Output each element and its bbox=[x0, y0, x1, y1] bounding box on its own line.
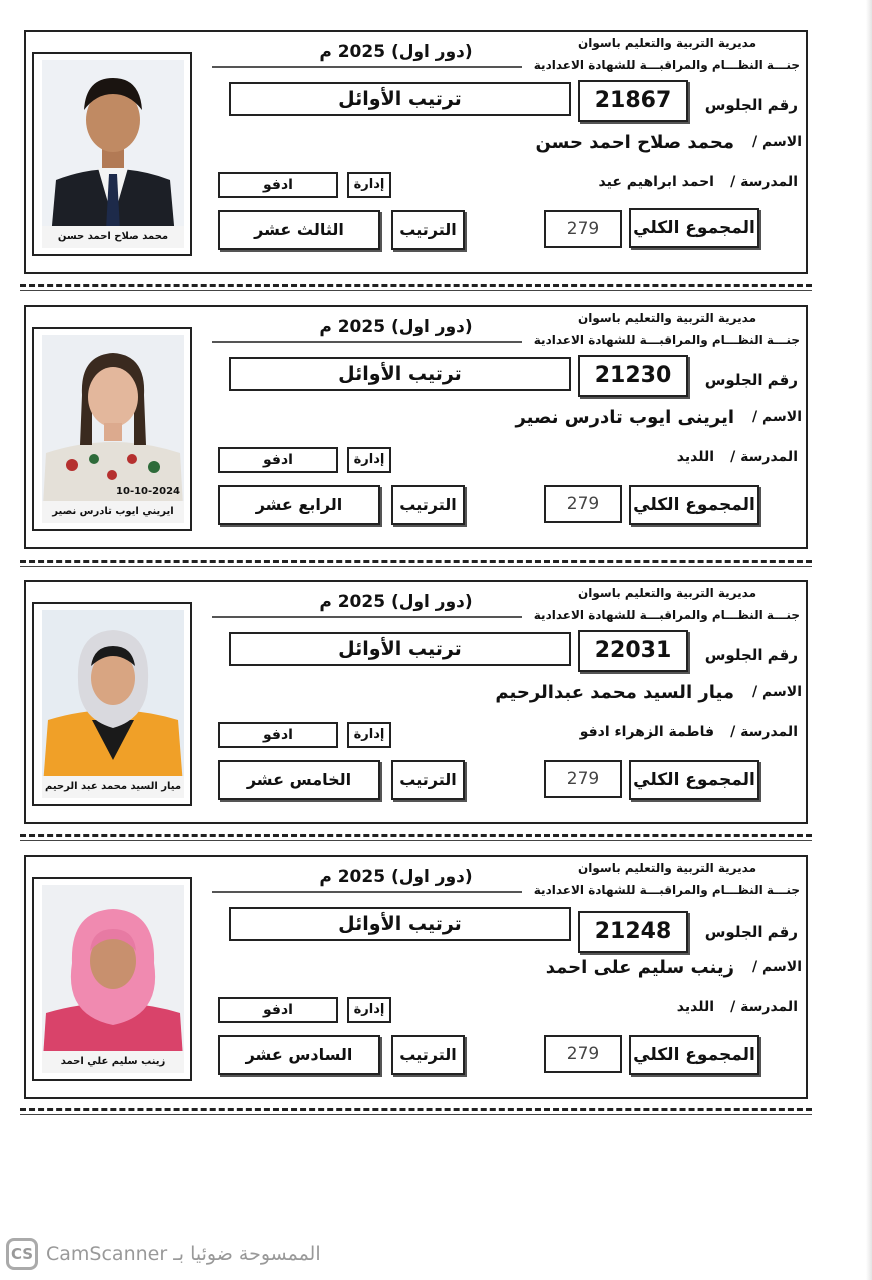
dashed-separator bbox=[20, 834, 812, 837]
name-label: الاسم / bbox=[752, 959, 802, 975]
photo-caption: ميار السيد محمد عبد الرحيم bbox=[42, 776, 184, 798]
dashed-separator bbox=[20, 284, 812, 287]
seat-label: رقم الجلوس bbox=[704, 96, 798, 114]
school-label: المدرسة / bbox=[730, 449, 798, 465]
org-line-1: مديرية التربية والتعليم باسوان bbox=[578, 36, 756, 50]
org-line-1: مديرية التربية والتعليم باسوان bbox=[578, 861, 756, 875]
org-line-2: جنـــة النظـــام والمراقبـــة للشهادة الاعدادية bbox=[533, 58, 800, 72]
seat-number-box: 22031 bbox=[578, 630, 688, 672]
divider bbox=[212, 891, 522, 893]
student-name: ميار السيد محمد عبدالرحيم bbox=[495, 682, 734, 703]
portrait-boy-suit-icon bbox=[42, 60, 184, 248]
camscanner-logo-icon: CS bbox=[6, 1238, 38, 1270]
total-label-box: المجموع الكلي bbox=[629, 208, 759, 248]
portrait-girl-pink-hijab-icon bbox=[42, 885, 184, 1073]
student-photo bbox=[42, 610, 184, 798]
admin-value-box: ادفو bbox=[218, 447, 338, 473]
org-line-2: جنـــة النظـــام والمراقبـــة للشهادة الاعدادية bbox=[533, 333, 800, 347]
student-photo-frame bbox=[32, 877, 192, 1081]
rank-label-box: الترتيب bbox=[391, 760, 465, 800]
photo-caption: محمد صلاح احمد حسن bbox=[42, 226, 184, 248]
school-label: المدرسة / bbox=[730, 174, 798, 190]
seat-label: رقم الجلوس bbox=[704, 371, 798, 389]
scan-edge bbox=[866, 0, 872, 1280]
total-value-box: 279 bbox=[544, 1035, 622, 1073]
org-line-1: مديرية التربية والتعليم باسوان bbox=[578, 311, 756, 325]
banner-box: ترتيب الأوائل bbox=[229, 907, 571, 941]
total-value-box: 279 bbox=[544, 210, 622, 248]
school-label: المدرسة / bbox=[730, 724, 798, 740]
seat-label: رقم الجلوس bbox=[704, 923, 798, 941]
student-photo-frame bbox=[32, 602, 192, 806]
admin-label-box: إدارة bbox=[347, 172, 391, 198]
banner-box: ترتيب الأوائل bbox=[229, 357, 571, 391]
student-photo bbox=[42, 60, 184, 248]
student-card-2 bbox=[24, 305, 808, 549]
name-label: الاسم / bbox=[752, 134, 802, 150]
student-name: محمد صلاح احمد حسن bbox=[535, 132, 734, 153]
rank-label-box: الترتيب bbox=[391, 1035, 465, 1075]
photo-caption: زينب سليم علي احمد bbox=[42, 1051, 184, 1073]
rank-value-box: الرابع عشر bbox=[218, 485, 380, 525]
exam-round: (دور اول) 2025 م bbox=[319, 317, 473, 337]
admin-label-box: إدارة bbox=[347, 722, 391, 748]
banner-box: ترتيب الأوائل bbox=[229, 82, 571, 116]
portrait-girl-hijab-icon bbox=[42, 610, 184, 798]
divider bbox=[212, 66, 522, 68]
exam-round: (دور اول) 2025 م bbox=[319, 592, 473, 612]
student-card-3 bbox=[24, 580, 808, 824]
dashed-separator bbox=[20, 560, 812, 563]
org-line-1: مديرية التربية والتعليم باسوان bbox=[578, 586, 756, 600]
seat-number-box: 21867 bbox=[578, 80, 688, 122]
student-card-1 bbox=[24, 30, 808, 274]
exam-round: (دور اول) 2025 م bbox=[319, 867, 473, 887]
rank-label-box: الترتيب bbox=[391, 210, 465, 250]
seat-number-box: 21248 bbox=[578, 911, 688, 953]
divider bbox=[212, 616, 522, 618]
camscanner-text: الممسوحة ضوئيا بـ CamScanner bbox=[46, 1243, 321, 1265]
admin-label-box: إدارة bbox=[347, 997, 391, 1023]
student-card-4 bbox=[24, 855, 808, 1099]
student-photo bbox=[42, 885, 184, 1073]
total-label-box: المجموع الكلي bbox=[629, 760, 759, 800]
rank-label-box: الترتيب bbox=[391, 485, 465, 525]
school-name: اللديد bbox=[676, 999, 714, 1015]
rank-value-box: السادس عشر bbox=[218, 1035, 380, 1075]
photo-date-stamp: 10-10-2024 bbox=[116, 486, 180, 497]
school-name: اللديد bbox=[676, 449, 714, 465]
org-line-2: جنـــة النظـــام والمراقبـــة للشهادة الاعدادية bbox=[533, 883, 800, 897]
dashed-separator bbox=[20, 1108, 812, 1111]
banner-box: ترتيب الأوائل bbox=[229, 632, 571, 666]
rank-value-box: الثالث عشر bbox=[218, 210, 380, 250]
student-photo bbox=[42, 335, 184, 523]
total-label-box: المجموع الكلي bbox=[629, 485, 759, 525]
school-name: فاطمة الزهراء ادفو bbox=[579, 724, 714, 740]
org-line-2: جنـــة النظـــام والمراقبـــة للشهادة الاعدادية bbox=[533, 608, 800, 622]
divider bbox=[212, 341, 522, 343]
seat-label: رقم الجلوس bbox=[704, 646, 798, 664]
camscanner-watermark bbox=[6, 1236, 321, 1272]
student-photo-frame bbox=[32, 327, 192, 531]
name-label: الاسم / bbox=[752, 409, 802, 425]
exam-round: (دور اول) 2025 م bbox=[319, 42, 473, 62]
school-label: المدرسة / bbox=[730, 999, 798, 1015]
photo-caption: ايريني ايوب تادرس نصير bbox=[42, 501, 184, 523]
rank-value-box: الخامس عشر bbox=[218, 760, 380, 800]
admin-value-box: ادفو bbox=[218, 997, 338, 1023]
admin-label-box: إدارة bbox=[347, 447, 391, 473]
total-value-box: 279 bbox=[544, 760, 622, 798]
student-photo-frame bbox=[32, 52, 192, 256]
admin-value-box: ادفو bbox=[218, 722, 338, 748]
school-name: احمد ابراهيم عيد bbox=[598, 174, 714, 190]
total-value-box: 279 bbox=[544, 485, 622, 523]
name-label: الاسم / bbox=[752, 684, 802, 700]
admin-value-box: ادفو bbox=[218, 172, 338, 198]
seat-number-box: 21230 bbox=[578, 355, 688, 397]
total-label-box: المجموع الكلي bbox=[629, 1035, 759, 1075]
student-name: زينب سليم على احمد bbox=[545, 957, 734, 978]
student-name: ايرينى ايوب تادرس نصير bbox=[515, 407, 734, 428]
